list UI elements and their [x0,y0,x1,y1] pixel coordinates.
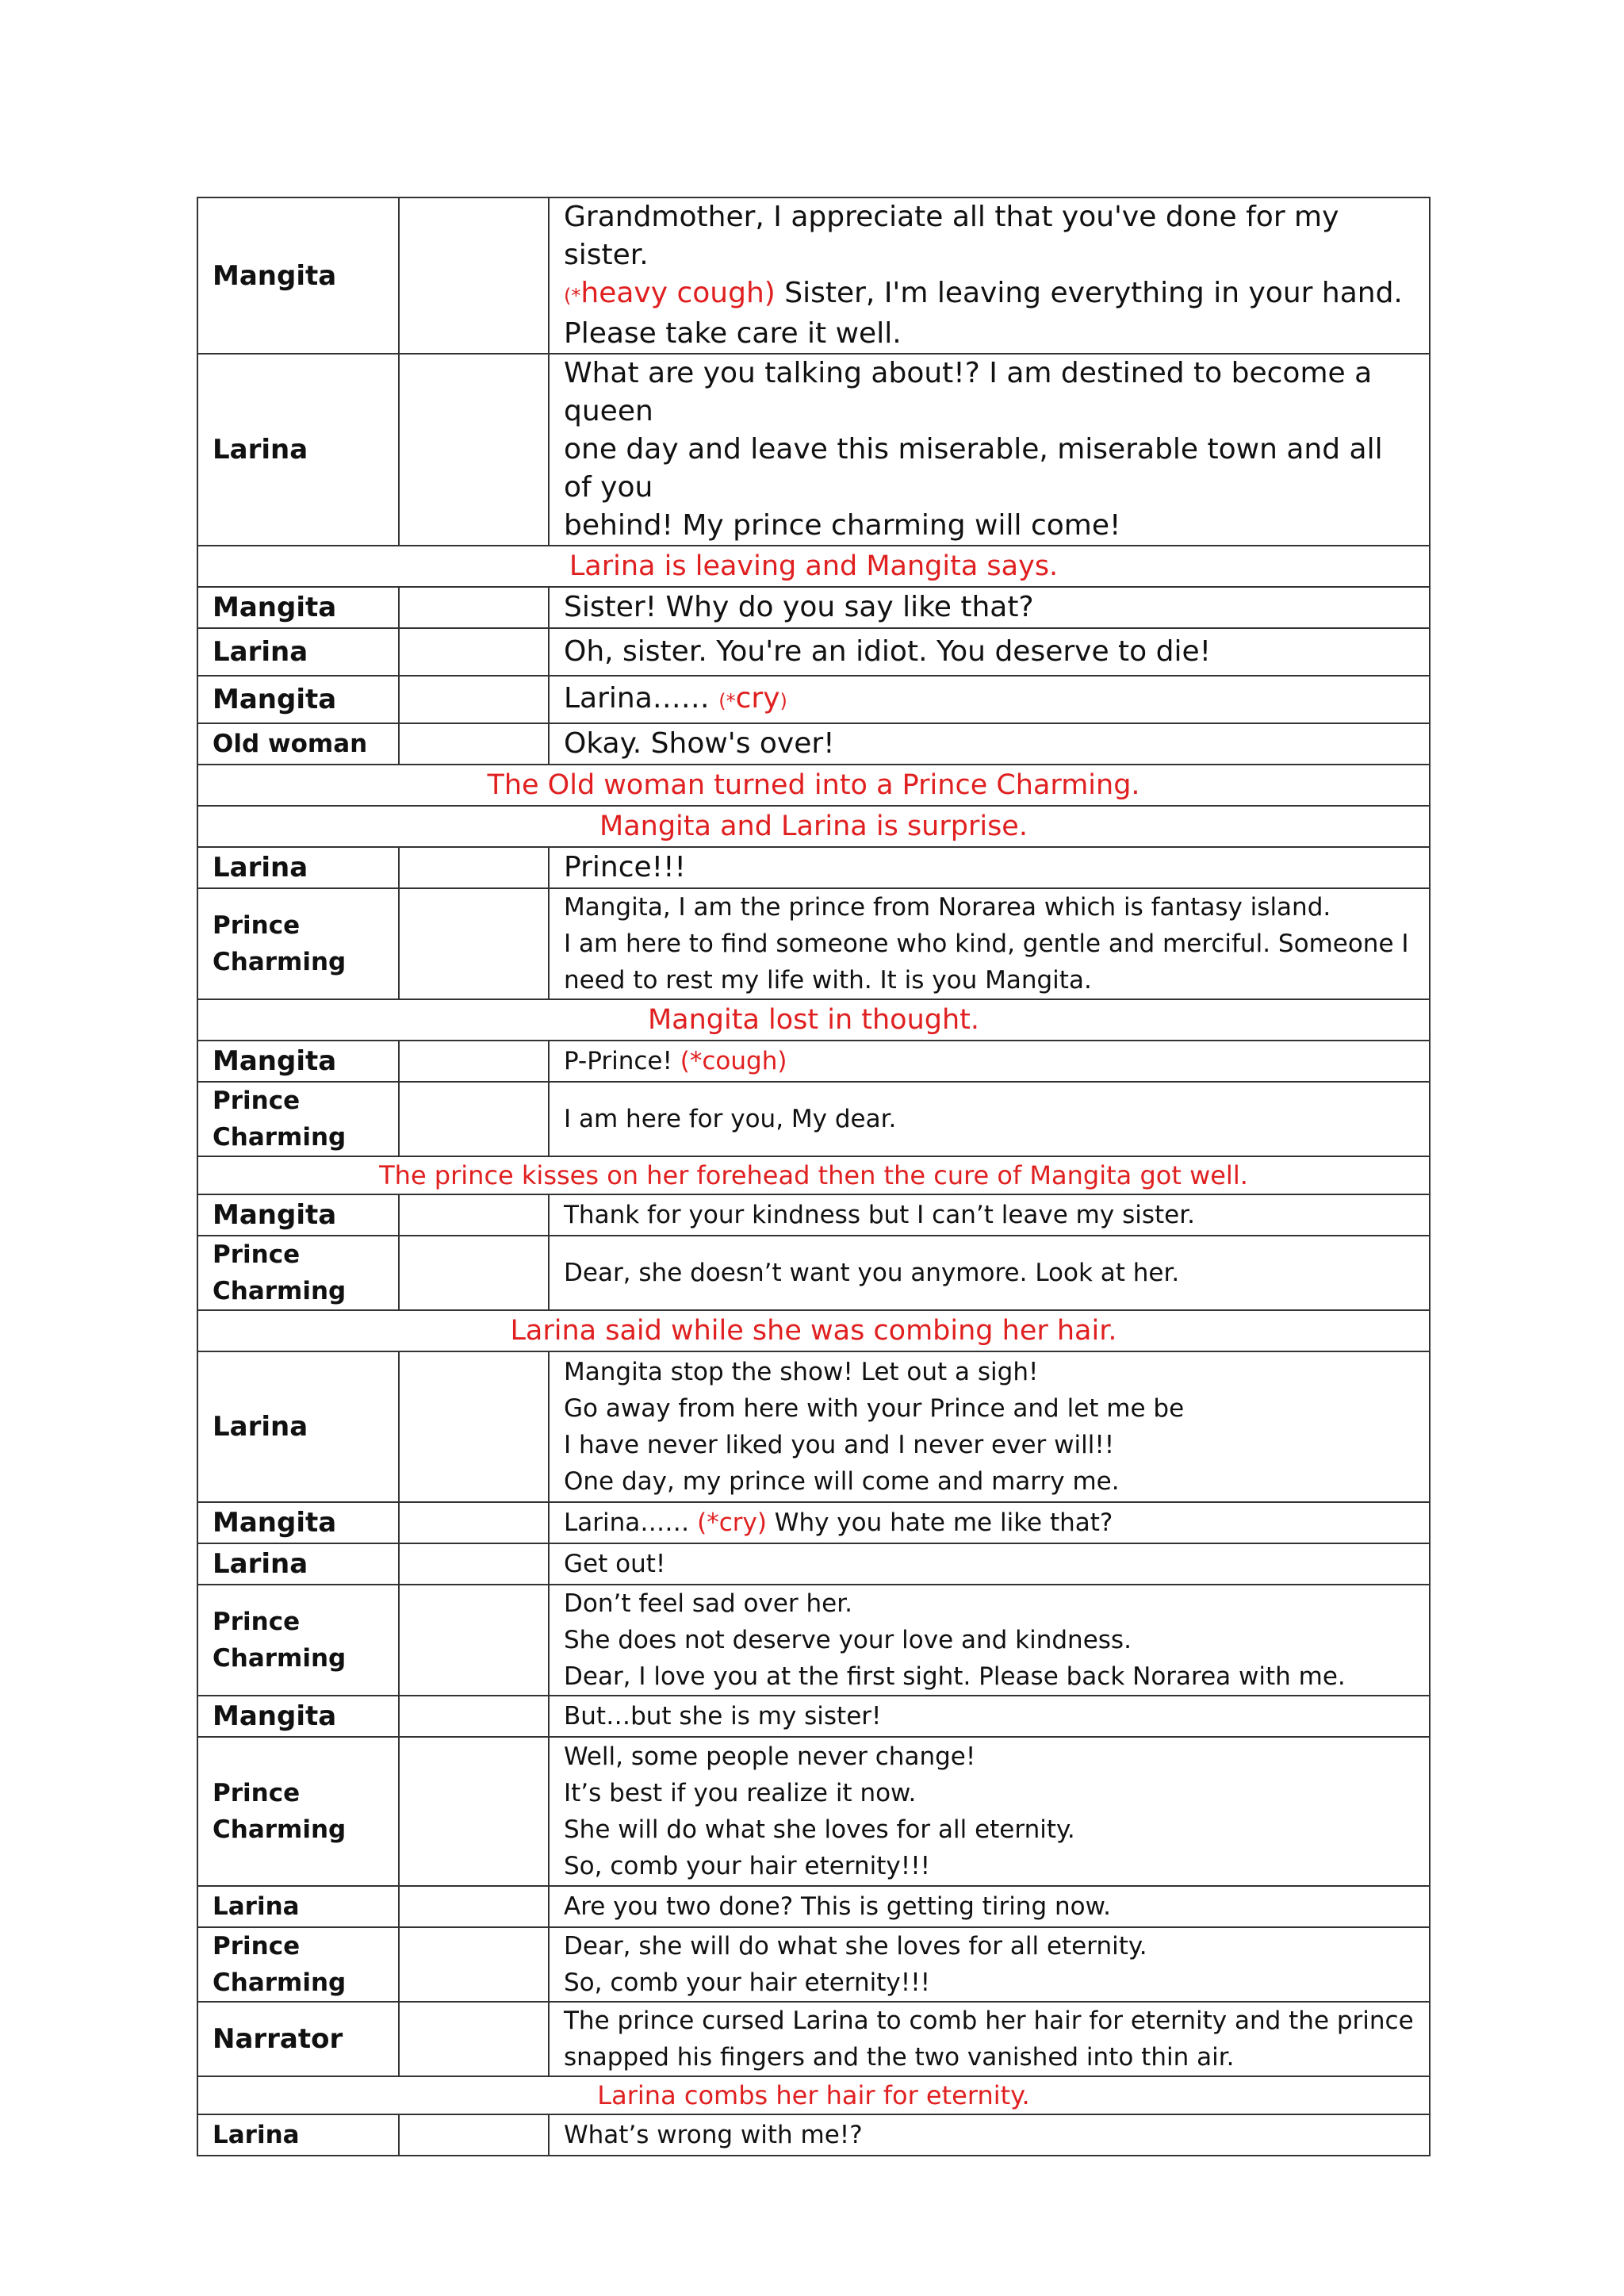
dialogue-line [549,1041,1430,1082]
stage-direction-row [197,765,1430,806]
dialogue-text: Prince!!! [564,851,686,884]
dialogue-row [197,1082,1430,1156]
dialogue-line [549,1737,1430,1886]
dialogue-text: It’s best if you realize it now. [564,1779,917,1807]
empty-cell [399,1927,549,2002]
dialogue-line [549,1927,1430,2002]
stage-direction-row [197,2076,1430,2114]
dialogue-line [549,1351,1430,1502]
empty-cell [399,847,549,888]
dialogue-text: Go away from here with your Prince and let me be [564,1394,1185,1423]
dialogue-line [549,1236,1430,1310]
dialogue-text: So, comb your hair eternity!!! [564,1968,931,1997]
dialogue-text: Sister! Why do you say like that? [564,591,1034,623]
dialogue-text: Get out! [564,1550,666,1578]
stage-note: ) [779,689,787,712]
speaker-name: Prince Charming [197,1236,399,1310]
dialogue-text: What are you talking about!? I am destined to become a queen [564,357,1373,427]
dialogue-text: Well, some people never change! [564,1742,976,1771]
speaker-name: Larina [197,1543,399,1585]
empty-cell [399,628,549,676]
dialogue-line [549,197,1430,354]
dialogue-row [197,2114,1430,2156]
speaker-name: Narrator [197,2002,399,2076]
dialogue-text: Are you two done? This is getting tiring now. [564,1892,1111,1921]
dialogue-text: Dear, she will do what she loves for all eternity. [564,1932,1147,1961]
stage-direction: Larina is leaving and Mangita says. [197,546,1430,587]
dialogue-line [549,1502,1430,1543]
dialogue-line [549,354,1430,546]
dialogue-text: Dear, she doesn’t want you anymore. Look at her. [564,1259,1180,1287]
stage-direction: The prince kisses on her forehead then the cure of Mangita got well. [197,1156,1430,1194]
dialogue-row [197,847,1430,888]
dialogue-row [197,197,1430,354]
stage-direction-row [197,1310,1430,1351]
dialogue-row [197,1543,1430,1585]
stage-direction: Mangita and Larina is surprise. [197,806,1430,847]
dialogue-row [197,1886,1430,1927]
dialogue-line [549,676,1430,723]
empty-cell [399,1886,549,1927]
speaker-name: Mangita [197,1696,399,1737]
speaker-name: Larina [197,2114,399,2156]
script-table [197,197,1431,2156]
dialogue-text: One day, my prince will come and marry me. [564,1467,1120,1496]
stage-note: heavy cough) [580,277,776,309]
speaker-name: Larina [197,847,399,888]
stage-note: cry [735,681,780,715]
empty-cell [399,723,549,765]
dialogue-text: Mangita, I am the prince from Norarea which is fantasy island. [564,893,1331,922]
empty-cell [399,1082,549,1156]
empty-cell [399,1543,549,1585]
dialogue-row [197,587,1430,628]
empty-cell [399,1502,549,1543]
dialogue-text: I have never liked you and I never ever will!! [564,1431,1115,1459]
speaker-name: Larina [197,628,399,676]
dialogue-text: Why you hate me like that? [766,1508,1113,1537]
speaker-name: Prince Charming [197,1585,399,1696]
dialogue-line [549,1194,1430,1236]
speaker-name: Mangita [197,587,399,628]
dialogue-text: I am here to find someone who kind, gentle and merciful. Someone I [564,930,1409,958]
stage-direction: Larina said while she was combing her hair. [197,1310,1430,1351]
empty-cell [399,1696,549,1737]
dialogue-text: Sister, I'm leaving everything in your hand. [775,277,1403,309]
empty-cell [399,354,549,546]
dialogue-text: behind! My prince charming will come! [564,509,1121,542]
dialogue-row [197,1194,1430,1236]
speaker-name: Larina [197,1351,399,1502]
dialogue-row [197,628,1430,676]
dialogue-line [549,1696,1430,1737]
empty-cell [399,2002,549,2076]
dialogue-row [197,1927,1430,2002]
stage-direction: Larina combs her hair for eternity. [197,2076,1430,2114]
dialogue-row [197,1502,1430,1543]
dialogue-row [197,354,1430,546]
empty-cell [399,888,549,999]
speaker-name: Mangita [197,197,399,354]
dialogue-row [197,676,1430,723]
stage-note: (* [564,285,581,307]
dialogue-row [197,888,1430,999]
dialogue-text: She will do what she loves for all eternity. [564,1815,1075,1844]
dialogue-text: Larina…… [564,681,719,715]
empty-cell [399,1737,549,1886]
dialogue-text: Thank for your kindness but I can’t leave my sister. [564,1201,1195,1229]
empty-cell [399,1194,549,1236]
script-body [197,197,1430,2156]
dialogue-row [197,1737,1430,1886]
dialogue-line [549,2002,1430,2076]
empty-cell [399,197,549,354]
dialogue-line [549,587,1430,628]
dialogue-text: Don’t feel sad over her. [564,1589,853,1618]
dialogue-line [549,1886,1430,1927]
speaker-name: Mangita [197,1502,399,1543]
dialogue-line [549,1082,1430,1156]
speaker-name: Prince Charming [197,1737,399,1886]
stage-direction-row [197,546,1430,587]
dialogue-line [549,723,1430,765]
speaker-name: Mangita [197,1194,399,1236]
dialogue-row [197,1236,1430,1310]
dialogue-text: snapped his fingers and the two vanished into thin air. [564,2043,1235,2072]
dialogue-line [549,1543,1430,1585]
dialogue-text: Dear, I love you at the first sight. Please back Norarea with me. [564,1662,1346,1691]
dialogue-row [197,2002,1430,2076]
dialogue-line [549,1585,1430,1696]
dialogue-text: need to rest my life with. It is you Mangita. [564,966,1092,995]
empty-cell [399,1236,549,1310]
dialogue-line [549,628,1430,676]
stage-direction-row [197,999,1430,1041]
stage-direction: The Old woman turned into a Prince Charming. [197,765,1430,806]
dialogue-text: Larina…… [564,1508,698,1537]
dialogue-text: I am here for you, My dear. [564,1105,897,1133]
speaker-name: Prince Charming [197,1082,399,1156]
speaker-name: Prince Charming [197,1927,399,2002]
dialogue-text: one day and leave this miserable, miserable town and all of you [564,433,1383,504]
stage-note: (*cough) [680,1047,787,1075]
empty-cell [399,1041,549,1082]
dialogue-text: Please take care it well. [564,317,902,350]
dialogue-row [197,1041,1430,1082]
stage-direction-row [197,1156,1430,1194]
dialogue-row [197,1351,1430,1502]
speaker-name: Mangita [197,1041,399,1082]
dialogue-text: Mangita stop the show! Let out a sigh! [564,1358,1039,1386]
empty-cell [399,1585,549,1696]
dialogue-text: Okay. Show's over! [564,727,835,760]
dialogue-text: What’s wrong with me!? [564,2121,863,2149]
dialogue-line [549,2114,1430,2156]
dialogue-line [549,888,1430,999]
stage-note: (* [718,689,736,712]
empty-cell [399,1351,549,1502]
stage-direction-row [197,806,1430,847]
stage-note: (*cry) [697,1508,767,1537]
speaker-name: Prince Charming [197,888,399,999]
empty-cell [399,587,549,628]
dialogue-text: P-Prince! [564,1047,680,1075]
speaker-name: Larina [197,1886,399,1927]
empty-cell [399,676,549,723]
dialogue-text: Oh, sister. You're an idiot. You deserve to die! [564,635,1212,668]
dialogue-row [197,1585,1430,1696]
empty-cell [399,2114,549,2156]
dialogue-text: She does not deserve your love and kindness. [564,1626,1132,1654]
dialogue-text: So, comb your hair eternity!!! [564,1852,931,1880]
dialogue-text: The prince cursed Larina to comb her hair for eternity and the prince [564,2007,1414,2035]
dialogue-row [197,723,1430,765]
dialogue-text: Grandmother, I appreciate all that you've done for my sister. [564,201,1339,271]
speaker-name: Old woman [197,723,399,765]
stage-direction: Mangita lost in thought. [197,999,1430,1041]
speaker-name: Mangita [197,676,399,723]
speaker-name: Larina [197,354,399,546]
dialogue-text: But…but she is my sister! [564,1702,882,1731]
dialogue-line [549,847,1430,888]
dialogue-row [197,1696,1430,1737]
